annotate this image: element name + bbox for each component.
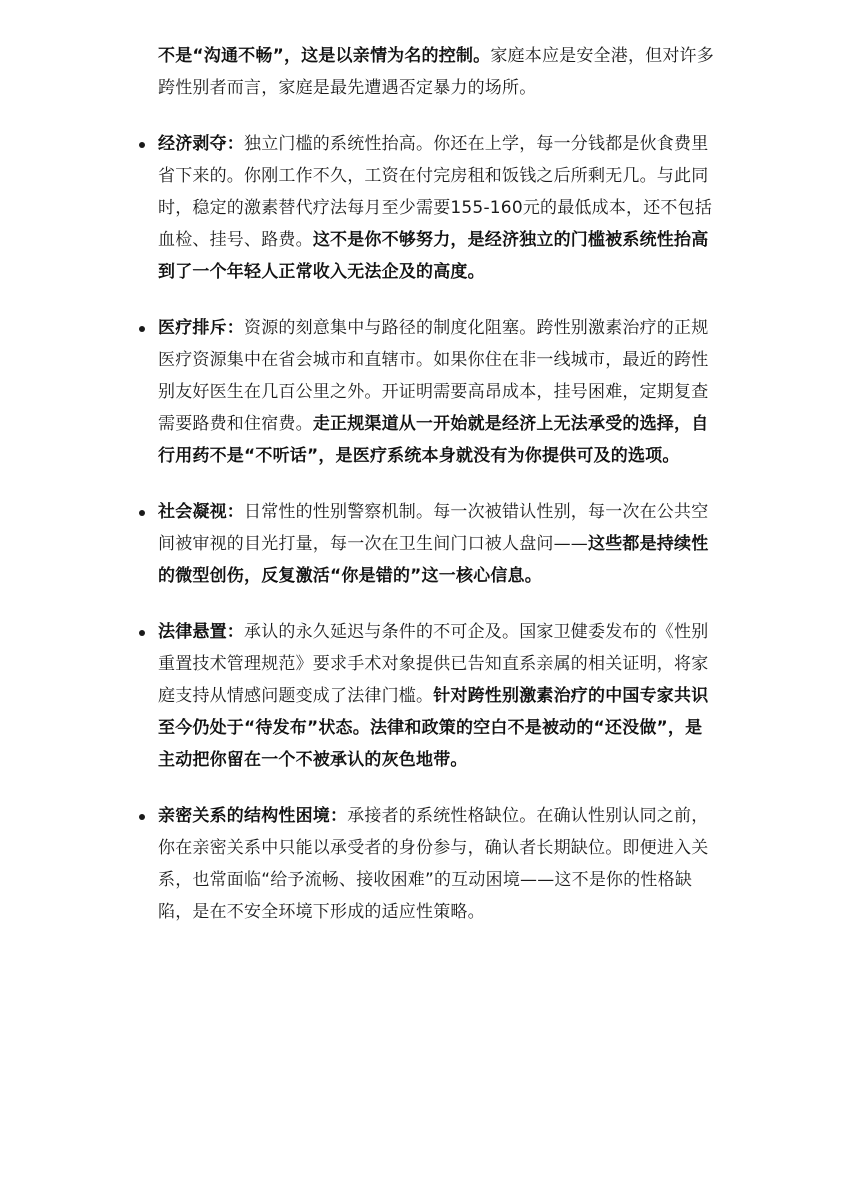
item-bold-text: 针对跨性别激素治疗的中国专家共识至今仍处于“待发布”状态。法律和政策的空白不是被动的“还没做”，是主动把你留在一个不被承认的灰色地带。: [158, 686, 709, 770]
item-title: 经济剥夺：: [158, 134, 244, 154]
item-text: 资源的刻意集中与路径的制度化阻塞。跨性别激素治疗的正规医疗资源集中在省会城市和直辖市。如果你住在非一线城市，最近的跨性别友好医生在几百公里之外。开证明需要高昂成本，挂号困难，定期复查需要路费和住宿费。: [158, 318, 709, 434]
item-title: 医疗排斥：: [158, 318, 244, 338]
list-item-economic: [158, 128, 718, 288]
item-title: 法律悬置：: [158, 622, 244, 642]
item-bold-text: 走正规渠道从一开始就是经济上无法承受的选择，自行用药不是“不听话”，是医疗系统本身就没有为你提供可及的选项。: [158, 414, 709, 466]
item-text: 承接者的系统性格缺位。在确认性别认同之前，你在亲密关系中只能以承受者的身份参与，确认者长期缺位。即便进入关系，也常面临“给予流畅、接收困难”的互动困境——这不是你的性格缺陷，是在不安全环境下形成的适应性策略。: [158, 806, 709, 922]
item-text: 独立门槛的系统性抬高。你还在上学，每一分钱都是伙食费里省下来的。你刚工作不久，工资在付完房租和饭钱之后所剩无几。与此同时，稳定的激素替代疗法每月至少需要155-160元的最低成本，还不包括血检、挂号、路费。: [158, 134, 713, 250]
intro-text: 家庭本应是安全港，但对许多跨性别者而言，家庭是最先遭遇否定暴力的场所。: [158, 46, 714, 98]
item-text: 日常性的性别警察机制。每一次被错认性别，每一次在公共空间被审视的目光打量，每一次在卫生间门口被人盘问——: [158, 502, 709, 554]
document-page: [158, 40, 718, 928]
item-text: 承认的永久延迟与条件的不可企及。国家卫健委发布的《性别重置技术管理规范》要求手术对象提供已告知直系亲属的相关证明，将家庭支持从情感问题变成了法律门槛。: [158, 622, 709, 706]
list-item-legal: [158, 616, 718, 776]
item-bold-text: 这不是你不够努力，是经济独立的门槛被系统性抬高到了一个年轻人正常收入无法企及的高度。: [158, 230, 709, 282]
item-title: 亲密关系的结构性困境：: [158, 806, 348, 826]
list-item-intimacy: [158, 800, 718, 928]
intro-paragraph: [158, 40, 718, 104]
item-bold-text: 这些都是持续性的微型创伤，反复激活“你是错的”这一核心信息。: [158, 534, 709, 586]
item-title: 社会凝视：: [158, 502, 244, 522]
list-item-medical: [158, 312, 718, 472]
intro-bold-text: 不是“沟通不畅”，这是以亲情为名的控制。: [158, 46, 491, 66]
bullet-list: [158, 128, 718, 928]
list-item-social: [158, 496, 718, 592]
